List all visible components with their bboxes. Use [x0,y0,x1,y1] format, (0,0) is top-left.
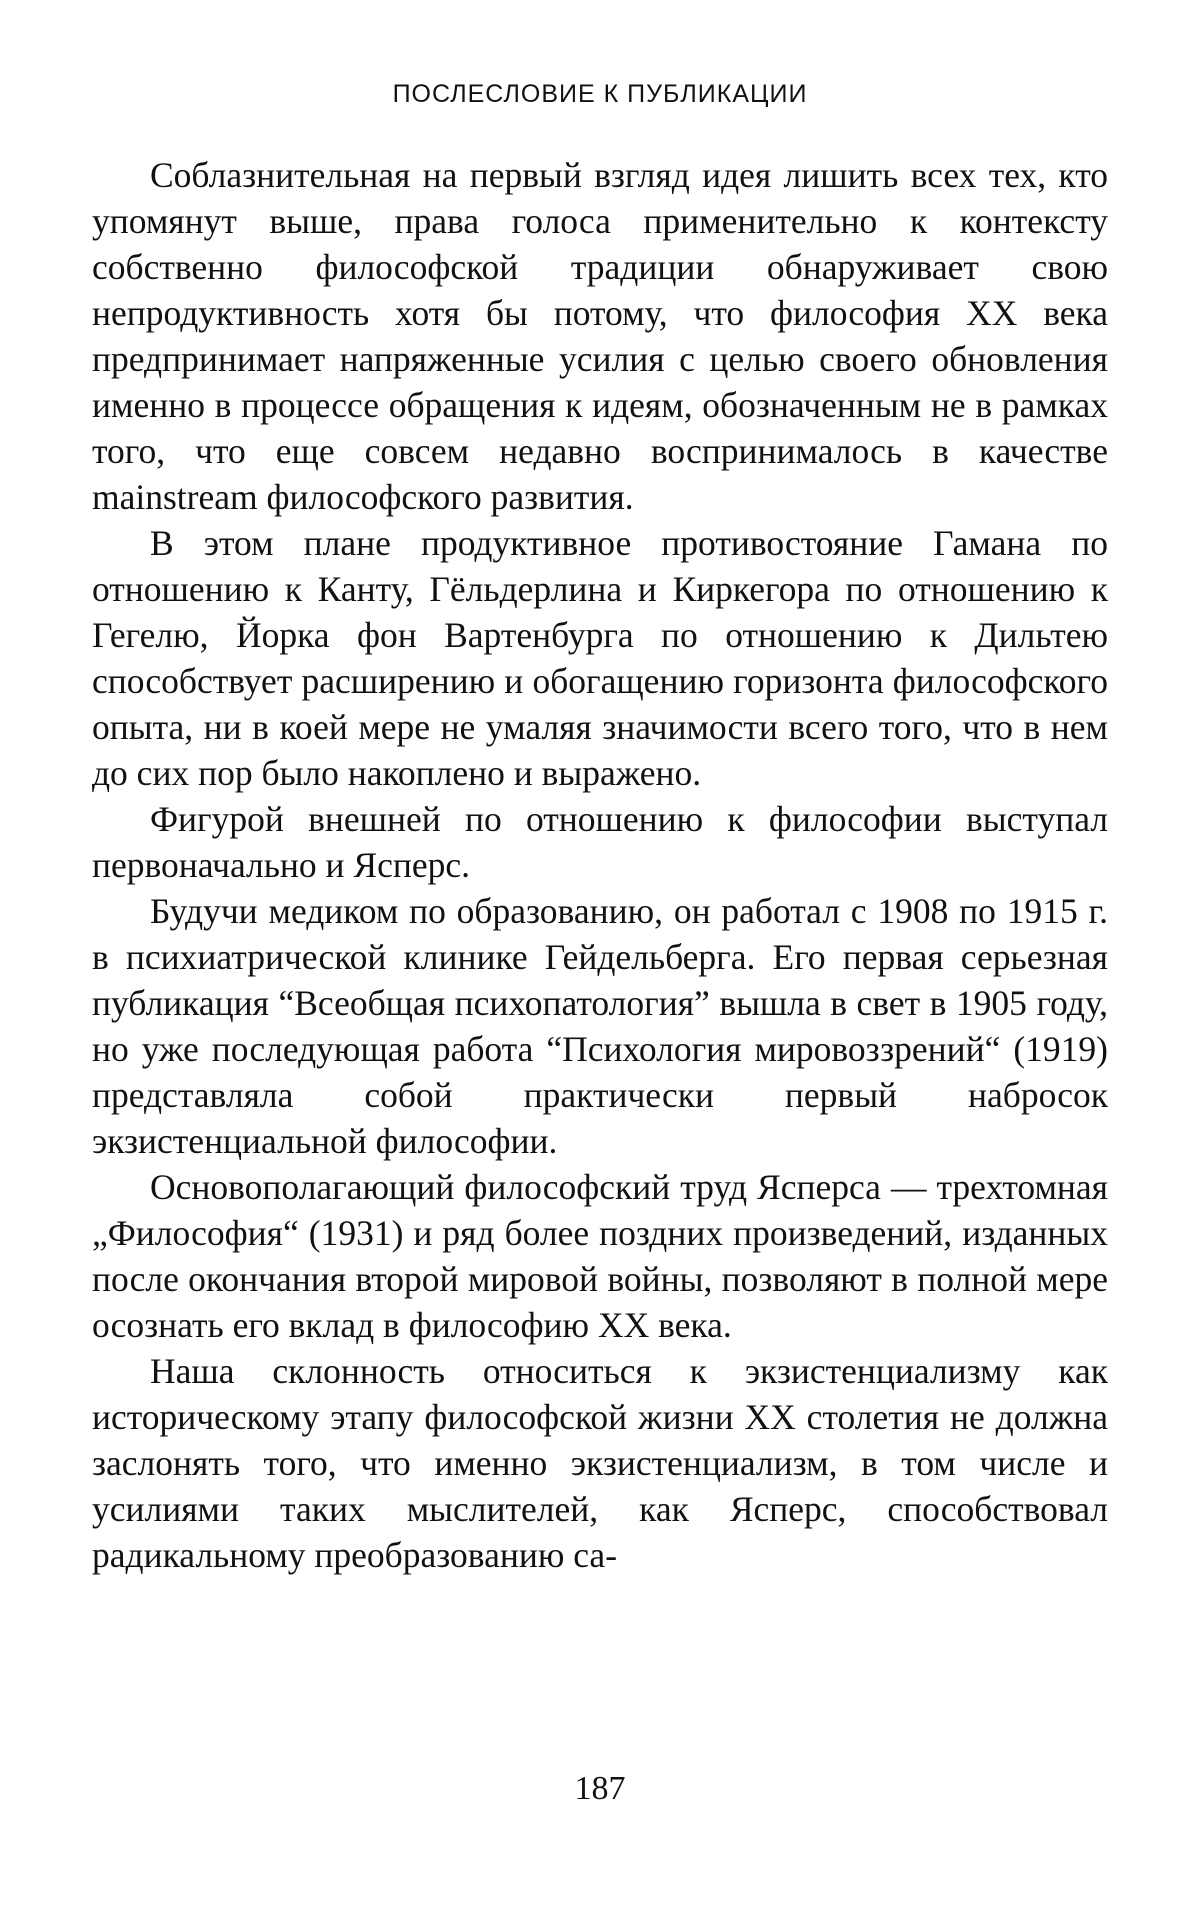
paragraph: Наша склонность относиться к экзистенциализму как историческому этапу философской жизни XX столетия не должна заслонять того, что именно экзистенциализм, в том числе и усилиями таких мыслителей, как Ясперс, способствовал радикальному преобразованию са- [92,1351,1108,1575]
paragraph: Будучи медиком по образованию, он работал с 1908 по 1915 г. в психиатрической клинике Гейдельберга. Его первая серьезная публикация “Всеобщая психопатология” вышла в свет в 1905 году, но уже последующая работа “Психология мировоззрений“ (1919) представляла собой практически первый набросок экзистенциальной философии. [92,891,1108,1161]
paragraph: Основополагающий философский труд Ясперса — трехтомная „Философия“ (1931) и ряд более поздних произведений, изданных после окончания второй мировой войны, позволяют в полной мере осознать его вклад в философию XX века. [92,1167,1108,1345]
paragraph: Фигурой внешней по отношению к философии выступал первоначально и Ясперс. [92,799,1108,885]
body-text [92,152,1108,1578]
paragraph: Соблазнительная на первый взгляд идея лишить всех тех, кто упомянут выше, права голоса применительно к контексту собственно философской традиции обнаруживает свою непродуктивность хотя бы потому, что философия XX века предпринимает напряженные усилия с целью своего обновления именно в процессе обращения к идеям, обозначенным не в рамках того, что еще совсем недавно воспринималось в качестве mainstream философского развития. [92,155,1108,517]
paragraph: В этом плане продуктивное противостояние Гамана по отношению к Канту, Гёльдерлина и Киркегора по отношению к Гегелю, Йорка фон Вартенбурга по отношению к Дильтею способствует расширению и обогащению горизонта философского опыта, ни в коей мере не умаляя значимости всего того, что в нем до сих пор было накоплено и выражено. [92,523,1108,793]
page-number: 187 [574,1770,626,1807]
running-head: ПОСЛЕСЛОВИЕ К ПУБЛИКАЦИИ [392,80,808,108]
